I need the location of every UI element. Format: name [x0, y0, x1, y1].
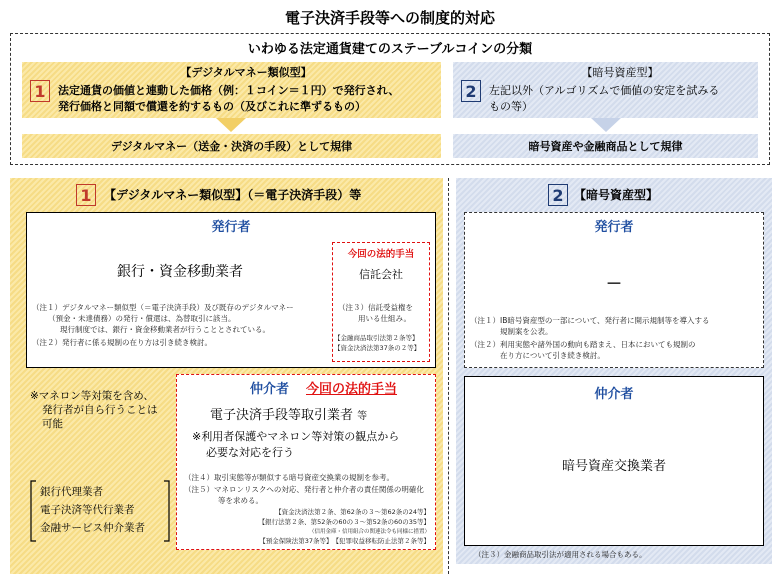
trust-title: 信託会社 [359, 268, 403, 281]
page-title: 電子決済手段等への制度的対応 [284, 8, 495, 27]
intermediary-tag: 今回の法的手当 [306, 382, 398, 397]
type2-desc-1: 左記以外（アルゴリズムで価値の安定を試みる [489, 84, 720, 97]
type1-panel-heading: 【デジタルマネー類似型】（＝電子決済手段）等 [104, 188, 362, 202]
type1-panel-number: 1 [76, 184, 96, 206]
type1-desc-1: 法定通貨の価値と連動した価格（例：１コイン＝１円）で発行され、 [58, 84, 400, 97]
trust-tag: 今回の法的手当 [347, 249, 415, 260]
type2-intermediary-heading: 仲介者 [594, 386, 634, 402]
aml-note-1: ※マネロン等対策を含め、 [30, 390, 154, 402]
type1-desc-2: 発行価格と同額で償還を約するもの（及びこれに準ずるもの） [58, 100, 366, 113]
aml-note-2: 発行者が自ら行うことは [42, 404, 158, 416]
issuer-note1-1: （注１）デジタルマネー類似型（＝電子決済手段）及び既存のデジタルマネー [32, 303, 294, 312]
type1-number: 1 [30, 80, 50, 102]
agent-finance: 金融サービス仲介業者 [40, 522, 145, 534]
intermediary-note4: （注４）取引実態等が類似する暗号資産交換業の規制を参考。 [184, 473, 394, 482]
intermediary-law4: 【預金保険法第37条等】 【犯罪収益移転防止法第２条等】 [259, 537, 430, 545]
intermediary-law1: 【資金決済法第２条、第62条の３～第62条の24等】 [275, 508, 430, 516]
type2-footnote: （注３）金融商品取引法が適用される場合もある。 [474, 550, 647, 559]
type2-note1-2: 規制案を公表。 [500, 327, 553, 336]
type2-label: 【暗号資産型】 [581, 66, 659, 79]
type2-note2-1: （注２）利用実態や諸外国の動向も踏まえ、日本においても規制の [470, 340, 696, 349]
bank-title: 銀行・資金移動業者 [117, 264, 243, 280]
type2-issuer-dash: － [605, 273, 622, 293]
intermediary-label: 仲介者 [250, 382, 290, 397]
type2-note1-1: （注１）IB暗号資産型の一部について、発行者に開示規制等を導入する [470, 316, 710, 325]
intermediary-title-suffix: 等 [357, 411, 368, 422]
type2-regulation: 暗号資産や金融商品として規律 [453, 134, 758, 158]
classification-heading: いわゆる法定通貨建てのステーブルコインの分類 [247, 41, 533, 57]
type1-label: 【デジタルマネー類似型】 [180, 66, 312, 79]
issuer-note2: （注２）発行者に係る規制の在り方は引き続き検討。 [32, 338, 212, 347]
agent-epay: 電子決済等代行業者 [40, 504, 135, 516]
aml-note-3: 可能 [42, 418, 63, 430]
type2-number: 2 [461, 80, 481, 102]
type2-issuer-heading: 発行者 [594, 219, 634, 235]
agent-bank: 銀行代理業者 [40, 486, 103, 498]
type2-panel-heading: 【暗号資産型】 [574, 188, 659, 202]
type2-note2-2: 在り方について引き続き検討。 [500, 351, 605, 360]
trust-law2: 【資金決済法第37条の２等】 [334, 344, 421, 352]
issuer-note1-3: 現行制度では、銀行・資金移動業者が行うこととされている。 [60, 325, 270, 334]
type1-intermediary-heading [250, 378, 300, 397]
intermediary-note5-2: 等を求める。 [218, 496, 263, 505]
intermediary-law3: （信用金庫・信用組合の関連法令も同様に措置） [308, 529, 430, 535]
intermediary-obs-1: ※利用者保護やマネロン等対策の観点から [192, 430, 400, 443]
intermediary-title [210, 404, 430, 423]
type2-panel-number: 2 [548, 184, 568, 206]
type1-arrow [216, 118, 246, 134]
issuer-note1-2: （預金・未達債務）の発行・償還は、為替取引に該当。 [48, 314, 236, 323]
intermediary-note5-1: （注５）マネロンリスクへの対応、発行者と仲介者の責任関係の明確化 [184, 485, 424, 494]
trust-note3-2: 用いる仕組み。 [358, 314, 411, 323]
trust-law1: 【金融商品取引法第２条等】 [334, 334, 419, 342]
intermediary-law2: 【銀行法第２条、第52条の60の３～第52条の60の35等】 [258, 518, 430, 526]
crypto-exchange-title: 暗号資産交換業者 [561, 458, 666, 474]
type1-regulation: デジタルマネー（送金・決済の手段）として規律 [22, 134, 441, 158]
intermediary-title-text: 電子決済手段等取引業者 [210, 408, 354, 423]
type1-issuer-heading: 発行者 [211, 219, 251, 235]
type2-arrow [591, 118, 621, 134]
trust-note3-1: （注３）信託受益権を [338, 303, 413, 312]
column-divider [448, 178, 449, 574]
type2-desc-2: もの等） [489, 100, 533, 113]
intermediary-obs-2: 必要な対応を行う [206, 446, 294, 459]
